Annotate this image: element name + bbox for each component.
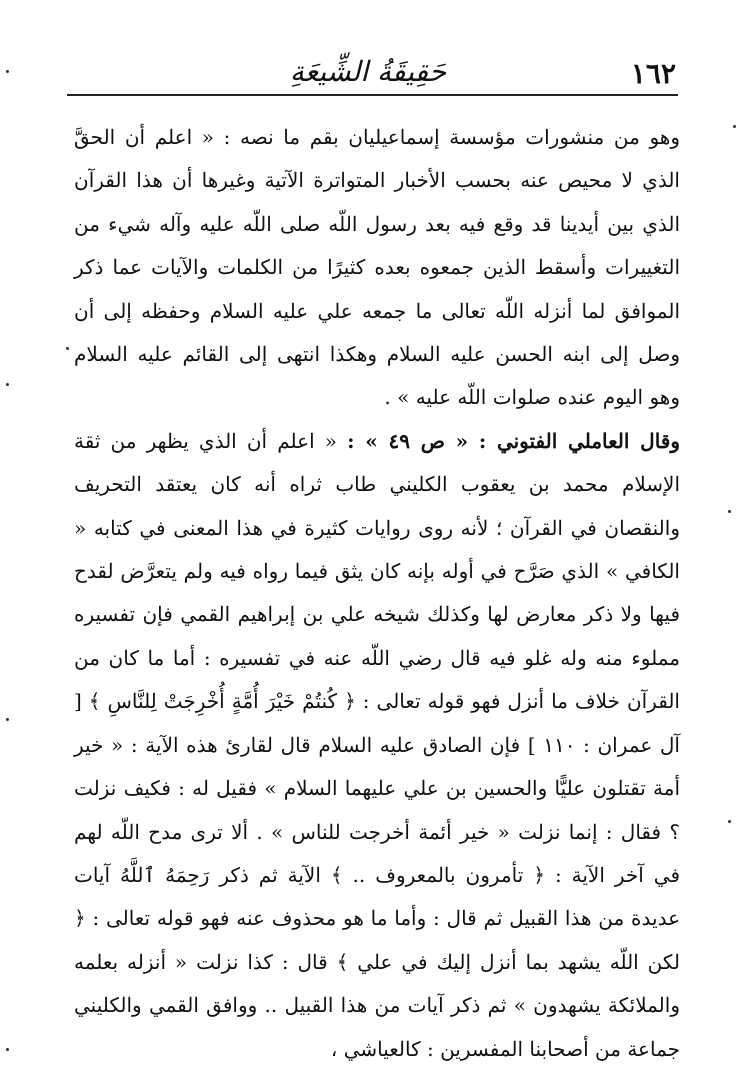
body-text xyxy=(74,116,680,1071)
margin-mark xyxy=(728,820,731,823)
paragraph-lead: وقال العاملي الفتوني : « ص ٤٩ » : xyxy=(347,428,681,453)
paragraph xyxy=(74,420,680,1071)
margin-mark xyxy=(728,510,731,513)
margin-mark xyxy=(6,1048,9,1051)
paragraph xyxy=(74,116,680,420)
margin-mark xyxy=(6,383,9,386)
running-title: حَقِيقَةُ الشِّيعَةِ xyxy=(289,55,447,88)
margin-mark xyxy=(733,125,736,128)
margin-mark xyxy=(6,70,9,73)
page-number: ١٦٢ xyxy=(630,57,676,90)
page-header xyxy=(60,55,676,91)
margin-mark xyxy=(6,718,9,721)
header-divider xyxy=(67,94,678,96)
paragraph-text: « اعلم أن الذي يظهر من ثقة الإسلام محمد بن يعقوب الكليني طاب ثراه أنه كان يعتقد التحريف والنقصان في القرآن ؛ لأنه روى روايات كثيرة في هذا المعنى في كتابه « الكافي » الذي صَرَّح في أوله بإنه كان يثق فيما رواه فيه ولم يتعرَّض لقدح فيها ولا ذكر معارض لها وكذلك شيخه علي بن إبراهيم القمي فإن تفسيره مملوء منه وله غلو فيه قال رضي اللّه عنه في تفسيره : أما ما كان من القرآن خلاف ما أنزل فهو قوله تعالى : ﴿ كُنتُمْ خَيْرَ أُمَّةٍ أُخْرِجَتْ لِلنَّاسِ ﴾ [ آل عمران : ١١٠ ] فإن الصادق عليه السلام قال لقارئ هذه الآية : « خير أمة تقتلون عليًّا والحسين بن علي عليهما السلام » فقيل له : فكيف نزلت ؟ فقال : إنما نزلت « خير أئمة أخرجت للناس » . ألا ترى مدح اللّه لهم في آخر الآية : ﴿ تأمرون بالمعروف .. ﴾ الآية ثم ذكر رَحِمَهُ ٱللَّهُ آيات عديدة من هذا القبيل ثم قال : وأما ما هو محذوف عنه فهو قوله تعالى : ﴿ لكن اللّه يشهد بما أنزل إليك في علي ﴾ قال : كذا نزلت « أنزله بعلمه والملائكة يشهدون » ثم ذكر آيات من هذا القبيل .. ووافق القمي والكليني جماعة من أصحابنا المفسرين : كالعياشي ، xyxy=(74,428,680,1061)
margin-mark xyxy=(66,347,69,350)
paragraph-text: وهو من منشورات مؤسسة إسماعيليان بقم ما نصه : « اعلم أن الحقَّ الذي لا محيص عنه بحسب الأخبار المتواترة الآتية وغيرها أن هذا القرآن الذي بين أيدينا قد وقع فيه بعد رسول اللّه صلى اللّه عليه وآله شيء من التغييرات وأسقط الذين جمعوه بعده كثيرًا من الكلمات والآيات عما ذكر الموافق لما أنزله اللّه تعالى ما جمعه علي عليه السلام وحفظه إلى أن وصل إلى ابنه الحسن عليه السلام وهكذا انتهى إلى القائم عليه السلام وهو اليوم عنده صلوات اللّه عليه » . xyxy=(74,125,680,410)
